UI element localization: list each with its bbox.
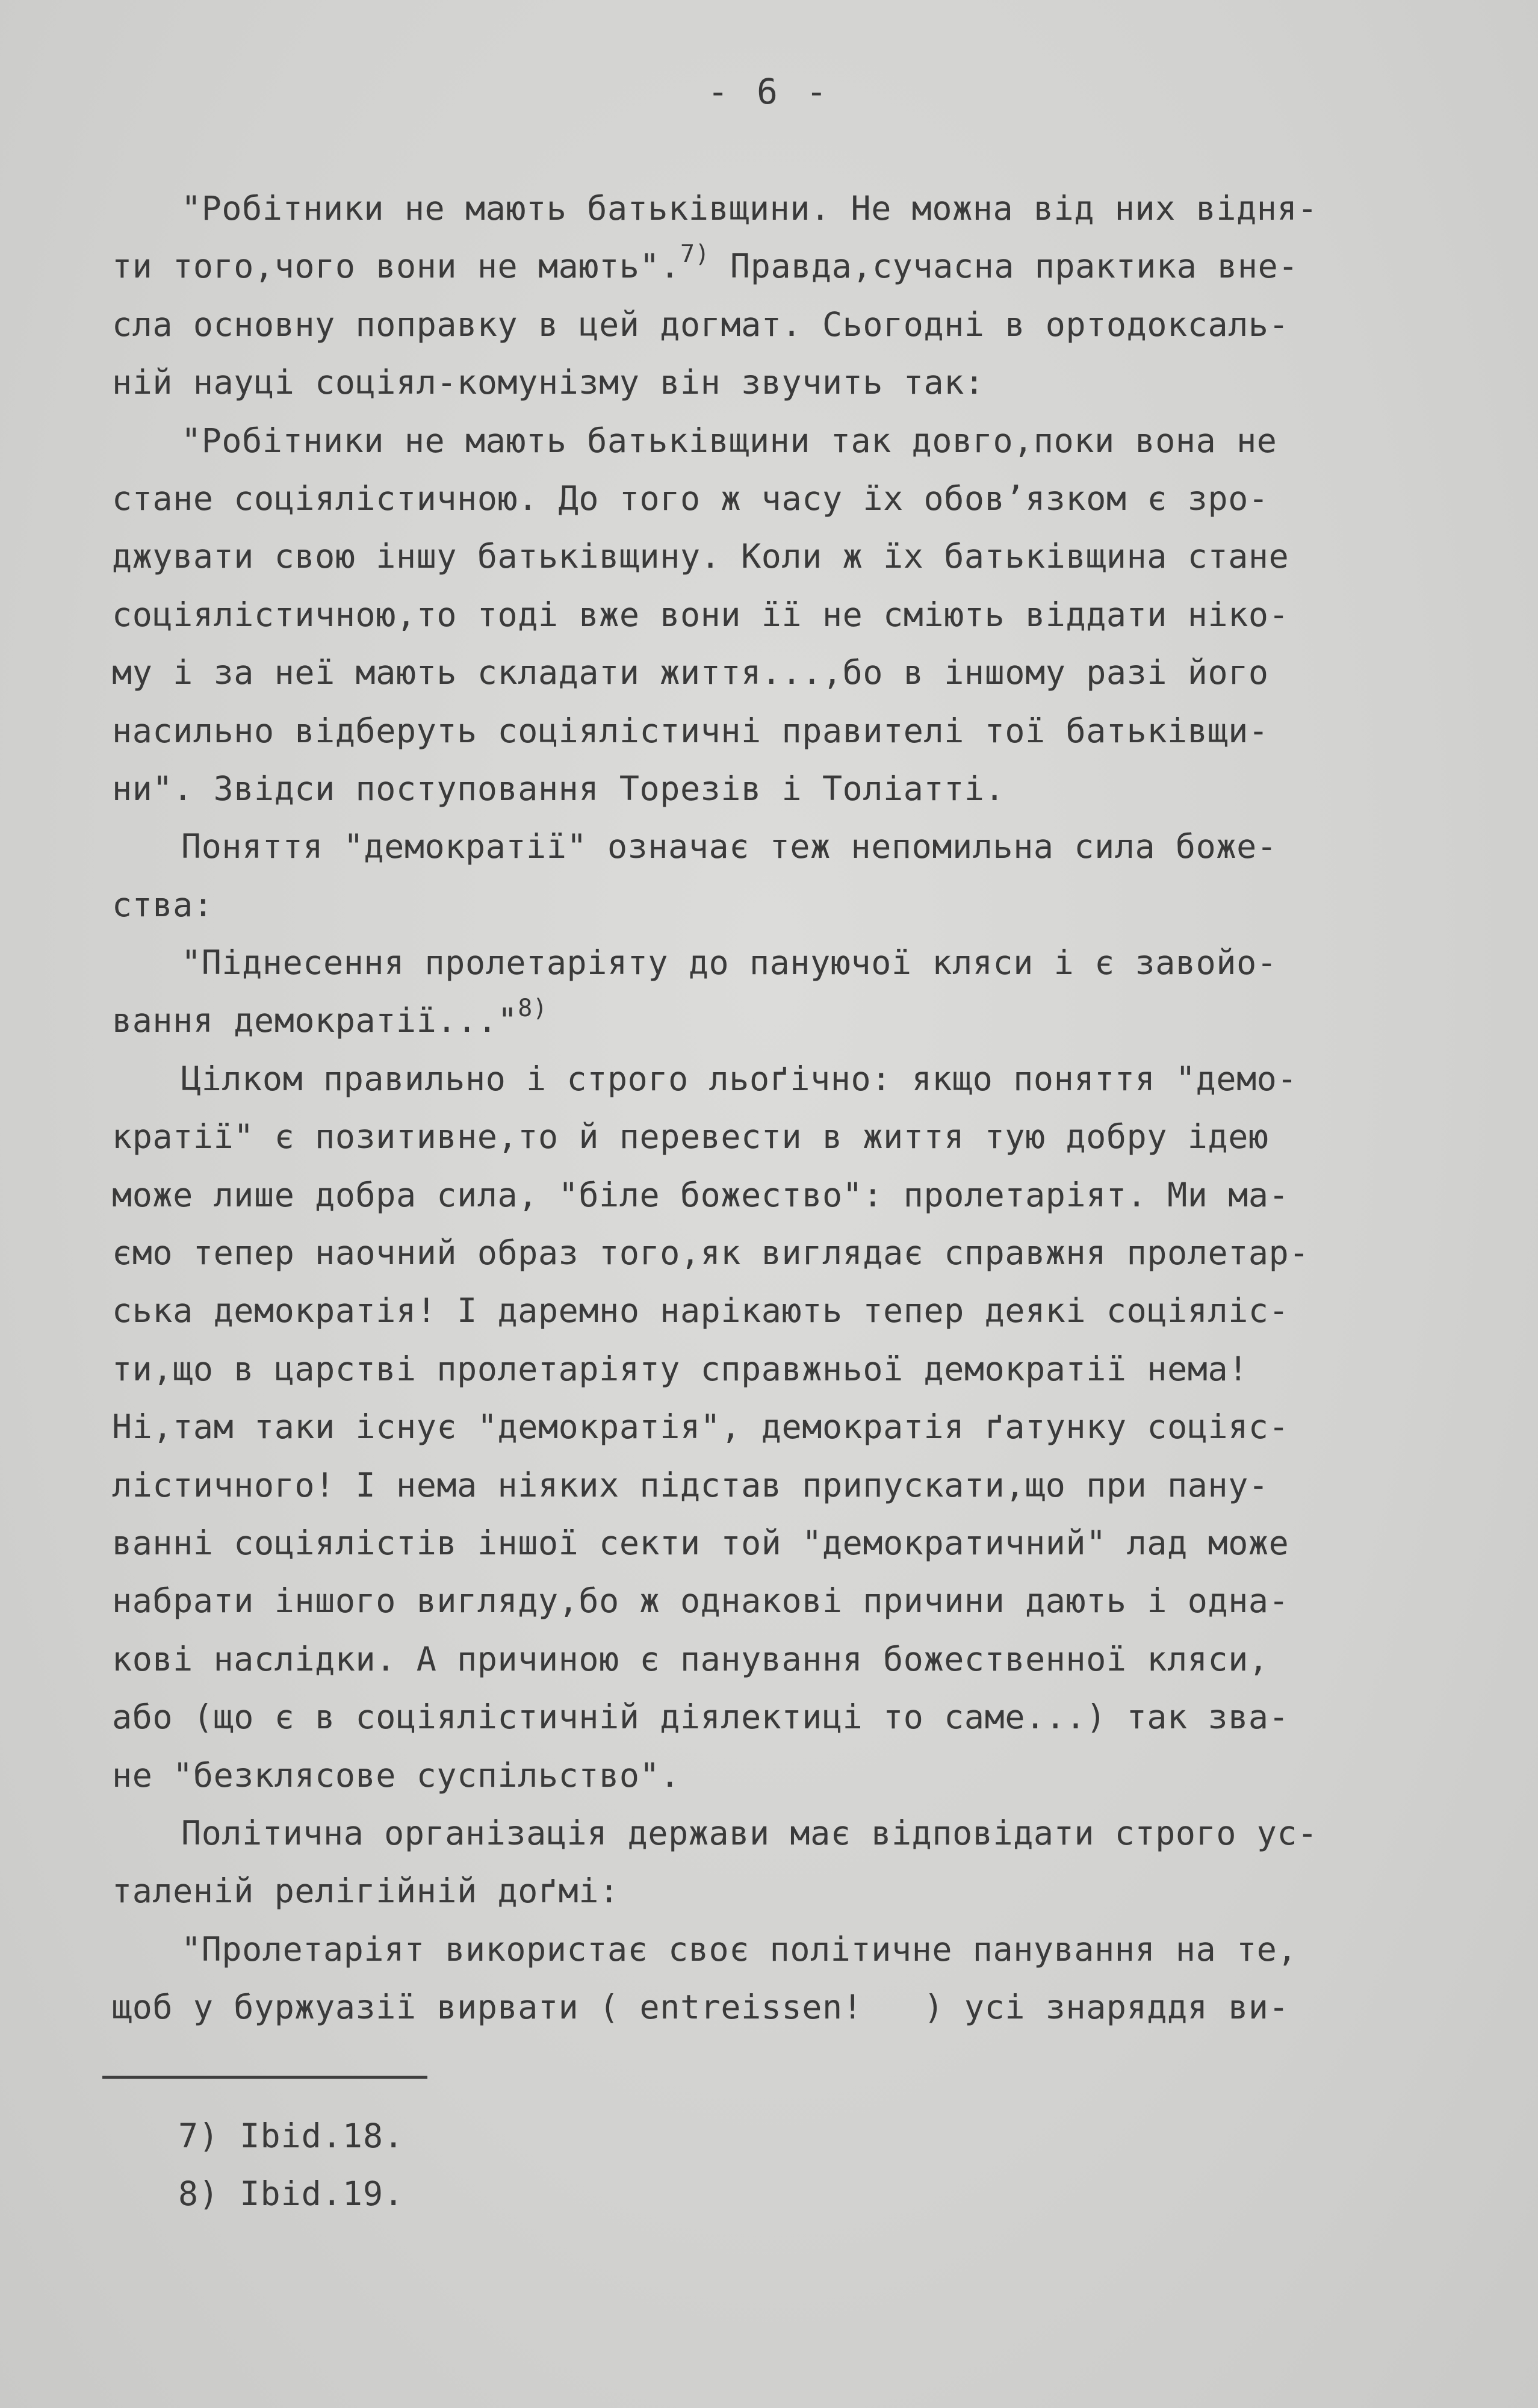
text-line xyxy=(112,353,1460,411)
text-line xyxy=(112,1630,1460,1688)
text-line xyxy=(112,237,1460,295)
line-text: набрати іншого вигляду,бо ж однакові причини дають і одна- xyxy=(112,1581,1289,1621)
text-line xyxy=(112,1224,1460,1282)
line-text: сла основну поправку в цей догмат. Сьогодні в ортодоксаль- xyxy=(112,305,1289,344)
text-line xyxy=(112,934,1460,991)
line-text: лістичного! І нема ніяких підстав припускати,що при пану- xyxy=(112,1465,1269,1504)
line-text: Політична організація держави має відповідати строго ус- xyxy=(181,1813,1318,1852)
line-text: може лише добра сила, "біле божество": пролетаріят. Ми ма- xyxy=(112,1175,1289,1214)
text-line xyxy=(112,1108,1460,1165)
text-line xyxy=(112,1050,1460,1108)
line-text: ства: xyxy=(112,885,214,924)
line-text: ємо тепер наочний образ того,як виглядає справжня пролетар- xyxy=(112,1233,1310,1273)
text-line xyxy=(112,876,1460,934)
line-text: насильно відберуть соціялістичні правителі тої батьківщи- xyxy=(112,711,1269,750)
line-text: "Піднесення пролетаріяту до пануючої кляси і є завойо- xyxy=(181,943,1277,982)
text-line xyxy=(112,527,1460,585)
text-line xyxy=(112,1282,1460,1339)
text-line xyxy=(112,470,1460,527)
line-text: не "безклясове суспільство". xyxy=(112,1755,680,1795)
text-line xyxy=(112,1456,1460,1514)
text-line xyxy=(112,1746,1460,1804)
line-text: щоб у буржуазії вирвати ( entreissen! ) усі знаряддя ви- xyxy=(112,1988,1289,2027)
line-text: джувати свою іншу батьківщину. Коли ж їх батьківщина стане xyxy=(112,537,1289,576)
text-line xyxy=(112,1978,1460,2036)
text-line xyxy=(112,412,1460,470)
text-line xyxy=(112,1340,1460,1398)
body-text xyxy=(112,179,1460,2037)
text-line xyxy=(112,1572,1460,1630)
line-text: Ні,там таки існує "демократія", демократія ґатунку соціяс- xyxy=(112,1407,1289,1447)
text-line xyxy=(112,1166,1460,1224)
line-text: Цілком правильно і строго льоґічно: якщо поняття "демо- xyxy=(181,1059,1298,1098)
line-text: му і за неї мають складати життя...,бо в іншому разі його xyxy=(112,653,1269,692)
footnote-reference: 8) xyxy=(518,995,548,1023)
line-text: ти того,чого вони не мають". xyxy=(112,247,680,286)
footnote-divider xyxy=(102,2076,427,2079)
text-line xyxy=(112,1688,1460,1746)
line-text: ній науці соціял-комунізму він звучить так: xyxy=(112,363,985,402)
line-text: "Пролетаріят використає своє політичне панування на те, xyxy=(181,1929,1298,1969)
text-line xyxy=(112,818,1460,875)
line-text: ни". Звідси поступовання Торезів і Толіатті. xyxy=(112,769,1005,808)
text-line xyxy=(112,1804,1460,1862)
footnote: 7) Ibid.18. xyxy=(178,2117,405,2155)
line-text: стане соціялістичною. До того ж часу їх обов’язком є зро- xyxy=(112,479,1269,518)
line-text: "Робітники не мають батьківщини так довго,поки вона не xyxy=(181,421,1277,460)
line-text: ванні соціялістів іншої секти той "демократичний" лад може xyxy=(112,1523,1289,1562)
footnote: 8) Ibid.19. xyxy=(178,2174,405,2213)
line-text: "Робітники не мають батьківщини. Не можна від них відня- xyxy=(181,189,1318,228)
line-text: таленій релігійній доґмі: xyxy=(112,1872,619,1911)
text-line xyxy=(112,702,1460,760)
text-line xyxy=(112,991,1460,1049)
text-line xyxy=(112,760,1460,818)
text-line xyxy=(112,1920,1460,1978)
page-number: - 6 - xyxy=(707,71,831,112)
line-text: соціялістичною,то тоді вже вони її не сміють віддати ніко- xyxy=(112,595,1289,634)
footnotes xyxy=(178,2107,404,2223)
text-line xyxy=(112,179,1460,237)
line-text: вання демократії..." xyxy=(112,1001,518,1040)
line-text: кратії" є позитивне,то й перевести в життя тую добру ідею xyxy=(112,1117,1269,1156)
text-line xyxy=(112,1398,1460,1456)
footnote-reference: 7) xyxy=(680,240,710,268)
line-text: Поняття "демократії" означає теж непомильна сила боже- xyxy=(181,827,1277,866)
line-text: ська демократія! І даремно нарікають тепер деякі соціяліс- xyxy=(112,1291,1289,1330)
line-text: кові наслідки. А причиною є панування божественної кляси, xyxy=(112,1639,1269,1678)
text-line xyxy=(112,1862,1460,1920)
text-line xyxy=(112,1514,1460,1572)
line-text: ти,що в царстві пролетаріяту справжньої демократії нема! xyxy=(112,1349,1248,1388)
line-text: або (що є в соціялістичній діялектиці то саме...) так зва- xyxy=(112,1698,1289,1737)
line-text-continued: Правда,сучасна практика вне- xyxy=(710,247,1299,286)
text-line xyxy=(112,586,1460,644)
text-line xyxy=(112,296,1460,353)
text-line xyxy=(112,644,1460,701)
